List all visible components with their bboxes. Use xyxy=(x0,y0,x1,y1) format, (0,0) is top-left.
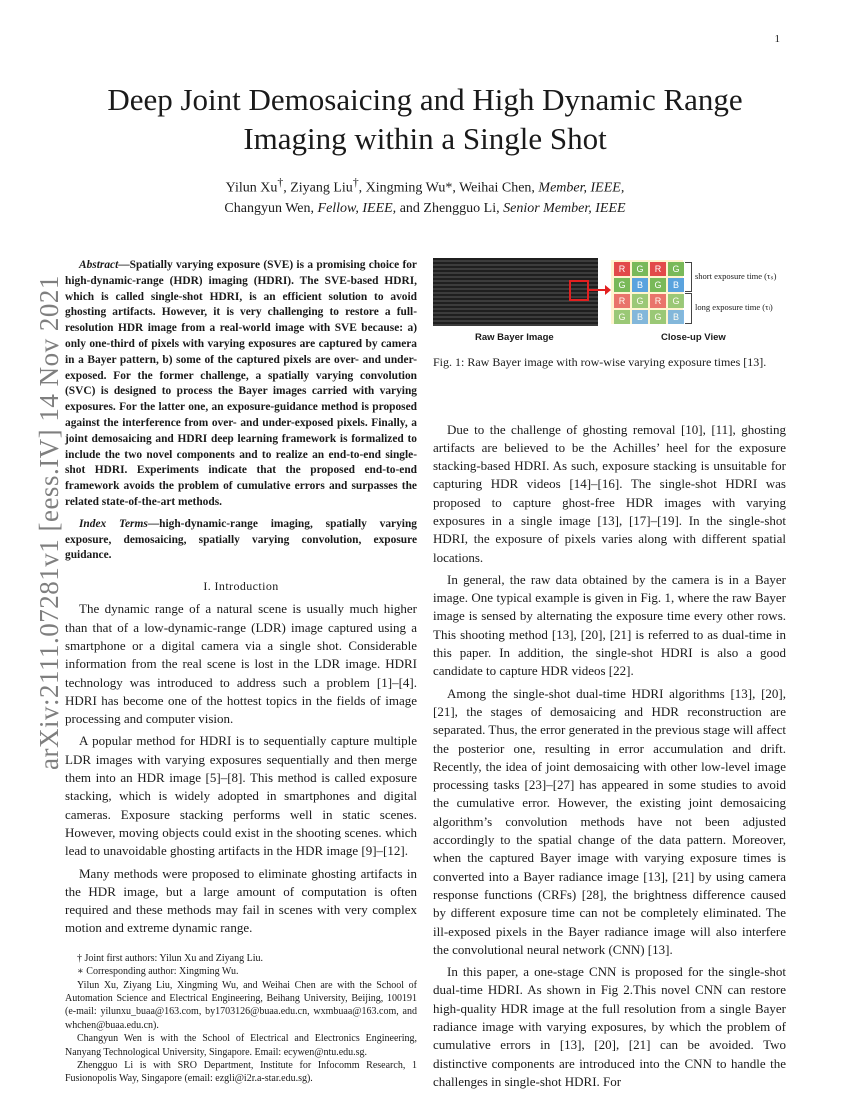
abstract-text: —Spatially varying exposure (SVE) is a promising choice for high-dynamic-range (HDR) imaging (HDRI). The SVE-based HDRI, which is called single-shot HDRI, is an efficient solution to avoid ghosting artifacts. However, it is very challenging to restore a full-resolution HDR image from a real-world image with SVE because: a) only one-third of pixels with varying exposures are captured by camera in a Bayer pattern, b) some of the captured pixels are over- and under-exposed. For the former challenge, a spatially varying convolution (SVC) is designed to process the Bayer images carried with varying exposures. For the latter one, an exposure-guidance method is proposed against the interference from over- and under-exposed pixels. Finally, a joint demosaicing and HDRI deep learning framework is formalized to include the two novel components and to realize an end-to-end single-shot HDRI. Experiments indicate that the proposed end-to-end framework avoids the problem of cumulative errors and surpasses the related state-of-the-art methods. xyxy=(65,259,417,508)
footnote: Yilun Xu, Ziyang Liu, Xingming Wu, and Weihai Chen are with the School of Automation Science and Electrical Engineering, Beihang University, Beijing, 100191 (e-mail: yilunxu_buaa@163.com, by1703126@buaa.edu.cn, wxmbuaa@163.com, and whchen@buaa.edu.cn). xyxy=(65,979,417,1031)
abstract-label: Abstract xyxy=(79,259,119,271)
bayer-cell: G xyxy=(650,278,666,292)
bayer-cell: G xyxy=(614,310,630,324)
author-list xyxy=(90,173,760,219)
body-paragraph: In general, the raw data obtained by the camera is in a Bayer image. One typical example is given in Fig. 1, where the raw Bayer image is sensed by alternating the exposure time every other rows. This shooting method [13], [20], [21] is referred to as dual-time in this paper. In addition, the single-shot HDRI is also a good candidate to capture HDR videos [22]. xyxy=(433,571,786,679)
body-paragraph: Due to the challenge of ghosting removal [10], [11], ghosting artifacts are believed to be the Achilles’ heel for the exposure stacking-based HDRI. As such, exposure stacking is unsuitable for capturing HDR videos [14]–[16]. The single-shot HDRI was proposed to capture ghost-free HDR images with varying exposures in a single image [13], [17]–[19]. In the single-shot HDRI, the exposure of pixels varies along with different spatial locations. xyxy=(433,421,786,565)
figure-1 xyxy=(433,258,786,344)
index-terms-label: Index Terms xyxy=(79,517,148,530)
bayer-cell: G xyxy=(668,294,684,308)
bayer-cell: R xyxy=(614,262,630,276)
intro-paragraph: The dynamic range of a natural scene is usually much higher than that of a low-dynamic-range (LDR) image captured using a smartphone or a digital camera via a single shot. Considerable information from the real scene is lost in the LDR image. HDRI technology was introduced to address such a problem [1]–[4]. HDRI has become one of the hottest topics in the fields of image processing and computer vision. xyxy=(65,601,417,727)
right-body xyxy=(433,421,786,1092)
left-column xyxy=(65,258,417,1086)
paper-title: Deep Joint Demosaicing and High Dynamic Range Imaging within a Single Shot xyxy=(107,82,743,156)
brace-short xyxy=(685,262,692,292)
index-terms-text: —high-dynamic-range imaging, spatially varying exposure, demosaicing, spatially varying convolution, exposure guidance. xyxy=(65,517,417,562)
arxiv-stamp xyxy=(14,275,64,770)
bayer-cell: G xyxy=(614,278,630,292)
bayer-cell: G xyxy=(632,294,648,308)
footnote: Changyun Wen is with the School of Electrical and Electronics Engineering, Nanyang Technological University, Singapore. Email: ecywen@ntu.edu.sg. xyxy=(65,1033,417,1058)
bayer-cell: R xyxy=(650,262,666,276)
closeup-label: Close-up View xyxy=(661,332,726,343)
bayer-cell: G xyxy=(668,262,684,276)
raw-bayer-label: Raw Bayer Image xyxy=(475,332,554,343)
brace-long xyxy=(685,293,692,324)
footnote: Zhengguo Li is with SRO Department, Institute for Infocomm Research, 1 Fusionopolis Way, Singapore (email: ezgli@i2r.a-star.edu.sg). xyxy=(65,1059,417,1085)
bayer-cell: B xyxy=(668,278,684,292)
authors-line-1: Yilun Xu†, Ziyang Liu†, Xingming Wu*, Weihai Chen, Member, IEEE, xyxy=(225,176,625,196)
arrow-icon xyxy=(588,289,608,291)
bayer-cell: G xyxy=(650,310,666,324)
long-exposure-label: long exposure time (τₗ) xyxy=(695,302,773,312)
bayer-cell: B xyxy=(632,310,648,324)
bayer-cell: G xyxy=(632,262,648,276)
index-terms xyxy=(65,517,417,564)
right-column xyxy=(433,258,786,1095)
figure-1-caption: Fig. 1: Raw Bayer image with row-wise varying exposure times [13]. xyxy=(433,355,767,369)
bayer-closeup-grid xyxy=(611,260,683,324)
highlight-box xyxy=(569,280,589,301)
arxiv-stamp-text: arXiv:2111.07281v1 [eess.IV] 14 Nov 2021 xyxy=(34,275,64,770)
authors-line-2: Changyun Wen, Fellow, IEEE, and Zhengguo Li, Senior Member, IEEE xyxy=(224,200,626,216)
bayer-cell: B xyxy=(668,310,684,324)
bayer-cell: B xyxy=(632,278,648,292)
footnotes xyxy=(65,952,417,1086)
body-paragraph: Among the single-shot dual-time HDRI algorithms [13], [20], [21], the stages of demosaicing and HDR reconstruction are separated. Thus, the error generated in the previous stage will affect the posterior one, resulting in error accumulation and drift. Recently, the idea of joint demosaicing with other low-level image processing tasks [23]–[27] has appeared in some studies to avoid the cumulative error. However, the existing joint demosaicing algorithm’s convolution methods have not been adjusted accordingly to the spatial change of the data pattern. Moreover, when the captured Bayer image with varying exposure times is converted into a Bayer radiance image [13], [21] by using camera response functions (CRFs) [28], the brightness difference caused by different exposure time can not be completely eliminated. The ill-exposed pixels in the Bayer radiance image will also interfere the convolutional neural network (CNN) [13]. xyxy=(433,685,786,957)
footnote: † Joint first authors: Yilun Xu and Ziyang Liu. xyxy=(77,952,264,964)
short-exposure-label: short exposure time (τₛ) xyxy=(695,271,777,281)
bayer-cell: R xyxy=(650,294,666,308)
raw-bayer-image xyxy=(433,258,598,326)
section-heading-introduction: I. Introduction xyxy=(203,579,279,594)
body-paragraph: In this paper, a one-stage CNN is proposed for the single-shot dual-time HDRI. As shown in Fig 2.This novel CNN can restore high-quality HDR image at the full resolution from a single Bayer radiance image with varying exposures, by which the problem of cumulative errors in [13], [20], [21] can be avoided. Two distinctive components are introduced into the CNN to handle the challenges in single-shot HDRI. For xyxy=(433,964,786,1089)
intro-paragraph: A popular method for HDRI is to sequentially capture multiple LDR images with varying exposures sequentially and then merge them into an HDR image [5]–[8]. This method is called exposure stacking, which is widely adopted in smartphones and digital cameras. Exposure stacking performs well in static scenes. However, moving objects could exist in the shooting scenes. which lead to unavoidable ghosting artifacts in the HDR image [9]–[12]. xyxy=(65,733,417,859)
abstract xyxy=(65,258,417,511)
bayer-cell: R xyxy=(614,294,630,308)
introduction-body xyxy=(65,600,417,937)
footnote: ∗ Corresponding author: Xingming Wu. xyxy=(77,966,239,978)
page-number: 1 xyxy=(774,33,780,45)
intro-paragraph: Many methods were proposed to eliminate ghosting artifacts in the HDR image, but a large amount of computation is often required and these methods may fail in scenes with very complex motion and extreme dynamic range. xyxy=(65,865,417,936)
